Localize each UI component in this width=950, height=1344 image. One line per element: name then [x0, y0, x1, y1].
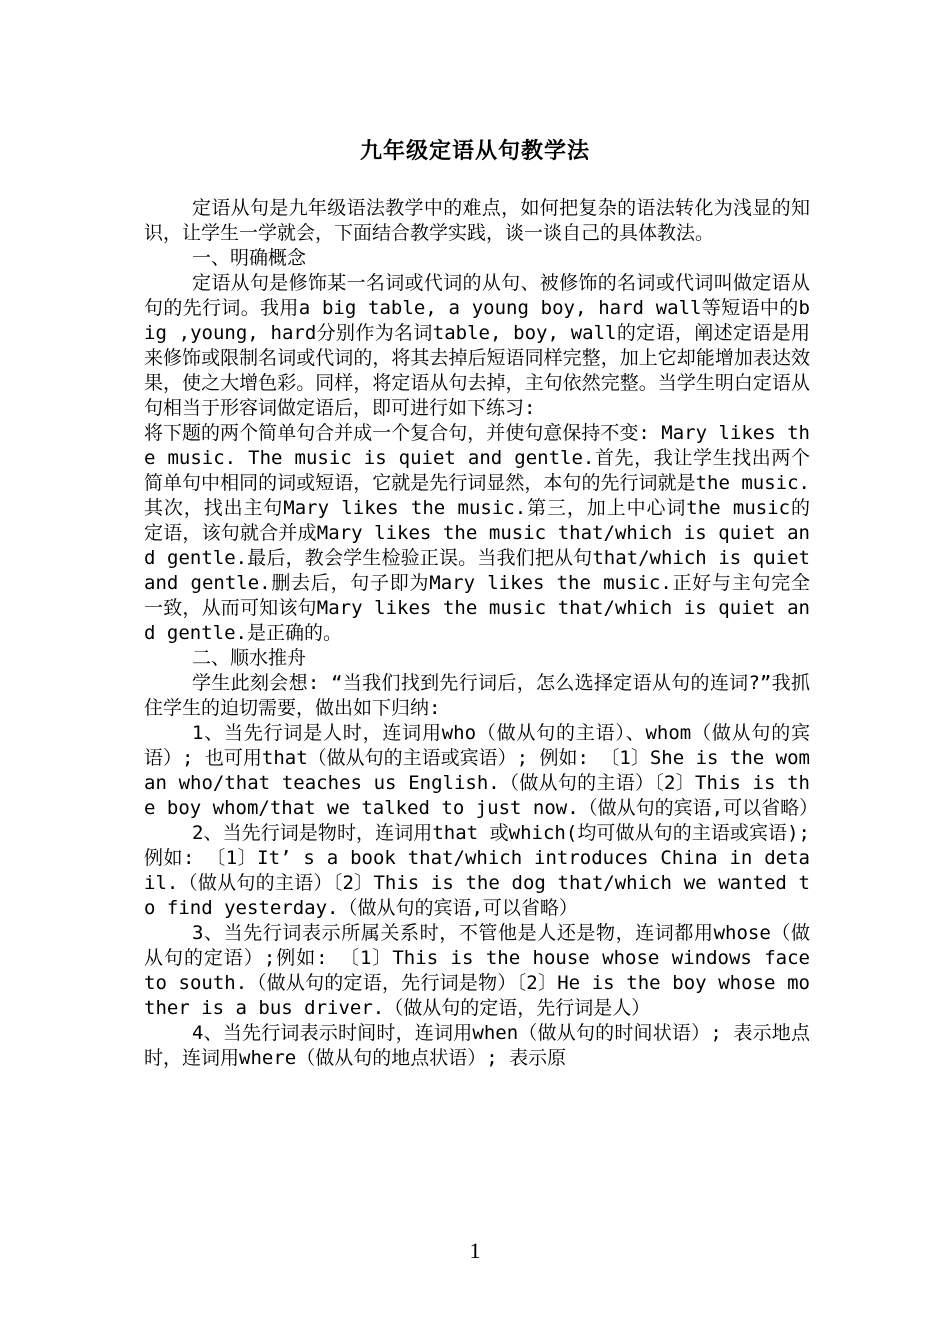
document-title: 九年级定语从句教学法: [359, 139, 590, 164]
paragraph-rule-2: 2、当先行词是物时，连词用that 或which(均可做从句的主语或宾语); 例如: 〔1〕It’ s a book that/which introduces China in detail.（做从句的主语）〔2〕This is the dog that/which we wanted to find yesterday.（做从句的宾语,可以省略）: [144, 822, 810, 919]
paragraph-rule-4: 4、当先行词表示时间时，连词用when（做从句的时间状语）; 表示地点时，连词用where（做从句的地点状语）; 表示原: [144, 1022, 810, 1069]
page-number: 1: [469, 1238, 481, 1263]
section-heading-2: 二、顺水推舟: [192, 647, 307, 669]
paragraph-definition: 定语从句是修饰某一名词或代词的从句、被修饰的名词或代词叫做定语从句的先行词。我用a big table, a young boy, hard wall等短语中的big ,young, hard分别作为名词table, boy, wall的定语，阐述定语是用来修饰或限制名词或代词的，将其去掉后短语同样完整，加上它却能增加表达效果，使之大增色彩。同样，将定语从句去掉，主句依然完整。当学生明白定语从句相当于形容词做定语后，即可进行如下练习:: [144, 272, 810, 419]
document-body: [144, 196, 819, 1071]
paragraph-exercise: 将下题的两个简单句合并成一个复合句，并使句意保持不变: Mary likes the music. The music is quiet and gentle.首先，我让学生找出两个简单句中相同的词或短语，它就是先行词显然，本句的先行词就是the music.其次，找出主句Mary likes the music.第三，加上中心词the music的定语，该句就合并成Mary likes the music that/which is quiet and gentle.最后，教会学生检验正误。当我们把从句that/which is quiet and gentle.删去后，句子即为Mary likes the music.正好与主句完全一致，从而可知该句Mary likes the music that/which is quiet and gentle.是正确的。: [144, 422, 810, 644]
paragraph-intro: 定语从句是九年级语法教学中的难点，如何把复杂的语法转化为浅显的知识，让学生一学就会，下面结合教学实践，谈一谈自己的具体教法。: [144, 197, 810, 244]
paragraph-rule-1: 1、当先行词是人时，连词用who（做从句的主语）、whom（做从句的宾语）; 也可用that（做从句的主语或宾语）; 例如: 〔1〕She is the woman who/that teaches us English.（做从句的主语）〔2〕This is the boy whom/that we talked to just now.（做从句的宾语,可以省略）: [144, 722, 819, 819]
section-heading-1: 一、明确概念: [192, 247, 307, 269]
paragraph-rule-3: 3、当先行词表示所属关系时，不管他是人还是物，连词都用whose（做从句的定语）;例如: 〔1〕This is the house whose windows face to south.（做从句的定语，先行词是物）〔2〕He is the boy whose mother is a bus driver.（做从句的定语，先行词是人）: [144, 922, 810, 1019]
paragraph-question: 学生此刻会想: “当我们找到先行词后，怎么选择定语从句的连词?”我抓住学生的迫切需要，做出如下归纳:: [144, 672, 810, 719]
